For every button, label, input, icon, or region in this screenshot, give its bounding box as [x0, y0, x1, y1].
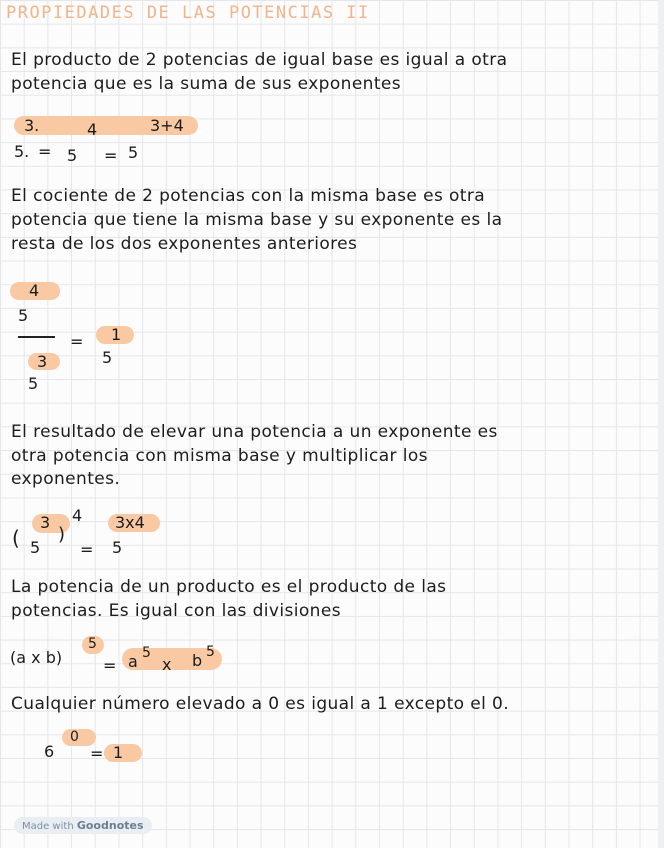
paragraph-line: potencias. Es igual con las divisiones: [11, 601, 341, 621]
result: 1: [113, 743, 124, 762]
paragraph-line: El resultado de elevar una potencia a un exponente es: [11, 422, 498, 442]
base: 6: [44, 742, 55, 761]
equals: =: [80, 540, 94, 559]
base: 5: [67, 146, 78, 165]
equals: =: [90, 744, 104, 763]
paragraph-line: Cualquier número elevado a 0 es igual a 1 excepto el 0.: [11, 694, 510, 714]
paragraph-line: otra potencia con misma base y multiplicar los: [11, 446, 428, 466]
close-paren: ): [58, 524, 66, 545]
page-title: PROPIEDADES DE LAS POTENCIAS II: [6, 3, 370, 23]
paragraph-line: exponentes.: [11, 469, 121, 489]
paragraph-line: potencia que tiene la misma base y su exponente es la: [11, 210, 503, 230]
exponent: 5: [88, 636, 97, 652]
base: 5.: [14, 142, 30, 161]
exponent: 4: [72, 506, 83, 525]
base: 5: [28, 374, 39, 393]
equals: =: [104, 146, 118, 165]
equals: =: [70, 332, 84, 351]
base: 5: [112, 538, 123, 557]
exponent: 4: [87, 120, 98, 139]
base: b: [192, 651, 203, 670]
exponent: 3: [37, 352, 48, 371]
exponent: 1: [111, 325, 122, 344]
base: 5: [30, 538, 41, 557]
exponent: 3: [40, 513, 51, 532]
paragraph-line: El cociente de 2 potencias con la misma base es otra: [11, 186, 486, 206]
paragraph-line: La potencia de un producto es el producto de las: [11, 577, 447, 597]
exponent: 3+4: [150, 116, 184, 135]
open-paren: (: [12, 526, 20, 550]
exponent: 4: [29, 281, 40, 300]
times: x: [162, 655, 172, 674]
exponent: 0: [70, 729, 79, 745]
base: 5: [18, 306, 29, 325]
exponent: 5: [206, 644, 215, 660]
fraction-bar: [18, 336, 55, 338]
equals: =: [103, 656, 117, 675]
badge-prefix: Made with: [22, 821, 74, 832]
base: 5: [128, 143, 139, 162]
exponent: 3.: [24, 116, 40, 135]
exponent: 5: [142, 645, 151, 661]
badge-brand: Goodnotes: [76, 819, 144, 832]
base: a: [128, 652, 138, 671]
product-expression: (a x b): [10, 648, 63, 667]
equals: =: [38, 142, 52, 161]
page-edge: [658, 0, 664, 848]
paragraph-line: resta de los dos exponentes anteriores: [11, 234, 358, 254]
exponent: 3x4: [115, 513, 145, 532]
base: 5: [102, 348, 113, 367]
made-with-badge[interactable]: [14, 817, 152, 834]
paragraph-line: potencia que es la suma de sus exponentes: [11, 74, 402, 94]
paragraph-line: El producto de 2 potencias de igual base es igual a otra: [11, 50, 508, 70]
